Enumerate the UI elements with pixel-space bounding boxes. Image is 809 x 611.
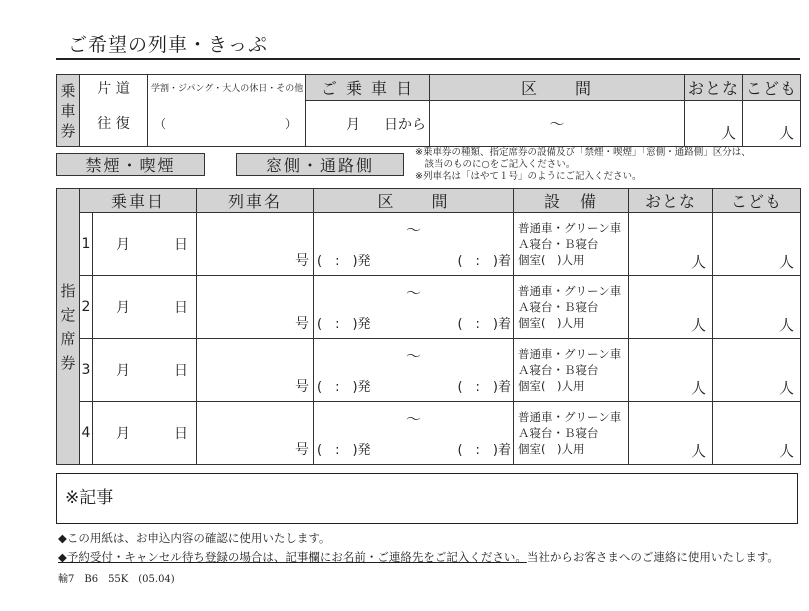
ticket-section-header: 区 間: [430, 75, 685, 101]
window-aisle-option[interactable]: 窓側・通路側: [236, 153, 404, 176]
reserved-adult-count[interactable]: 人: [629, 339, 713, 402]
reserved-child-header: こども: [713, 189, 801, 213]
reserved-adult-count[interactable]: 人: [629, 276, 713, 339]
row-number: 2: [80, 276, 93, 339]
facility-field[interactable]: 普通車・グリーン車 Ａ寝台・Ｂ寝台 個室( )人用: [514, 402, 629, 465]
train-name-field[interactable]: 号: [197, 276, 314, 339]
reserved-adult-header: おとな: [629, 189, 713, 213]
train-name-field[interactable]: 号: [197, 339, 314, 402]
reserved-section-field[interactable]: ～ ( : )発 ( : )着: [314, 276, 514, 339]
ticket-adult-count[interactable]: 人: [685, 101, 743, 147]
train-name-field[interactable]: 号: [197, 213, 314, 276]
footer-note-usage: ◆この用紙は、お申込内容の確認に使用いたします。: [58, 531, 331, 545]
smoking-option[interactable]: 禁煙・喫煙: [56, 153, 205, 176]
facility-field[interactable]: 普通車・グリーン車 Ａ寝台・Ｂ寝台 個室( )人用: [514, 339, 629, 402]
row-number: 3: [80, 339, 93, 402]
reserved-date-field[interactable]: 月 日: [93, 402, 197, 465]
discount-types: 学割・ジパング・大人の休日・その他: [148, 75, 306, 101]
ticket-adult-header: おとな: [685, 75, 743, 101]
reserved-date-header: 乗車日: [80, 189, 197, 213]
remarks-box[interactable]: ※記事: [56, 473, 798, 524]
row-number: 4: [80, 402, 93, 465]
reserved-section-field[interactable]: ～ ( : )発 ( : )着: [314, 402, 514, 465]
train-name-field[interactable]: 号: [197, 402, 314, 465]
reserved-side-label: 指 定 席 券: [57, 189, 80, 465]
facility-header: 設 備: [514, 189, 629, 213]
ticket-date-header: ご 乗 車 日: [306, 75, 430, 101]
ticket-section-field[interactable]: ～: [430, 101, 685, 147]
reserved-section-field[interactable]: ～ ( : )発 ( : )着: [314, 213, 514, 276]
reserved-section-field[interactable]: ～ ( : )発 ( : )着: [314, 339, 514, 402]
reserved-row: [57, 276, 801, 339]
one-way-option[interactable]: 片 道: [80, 75, 148, 101]
instruction-notes: ※乗車券の種類、指定席券の設備及び「禁煙・喫煙」「窓側・通路側」区分は、 該当のものに○をご記入ください。 ※列車名は「はやて１号」のようにご記入ください。: [415, 147, 751, 182]
reserved-date-field[interactable]: 月 日: [93, 213, 197, 276]
ticket-table: [56, 74, 801, 147]
row-number: 1: [80, 213, 93, 276]
ticket-side-label: 乗 車 券: [57, 75, 80, 147]
form-code: 輸7 B6 55K (05.04): [58, 574, 175, 585]
train-name-header: 列車名: [197, 189, 314, 213]
footer-note-contact: ◆予約受付・キャンセル待ち登録の場合は、記事欄にお名前・ご連絡先をご記入ください。当社からお客さまへのご連絡に使用いたします。: [58, 550, 779, 564]
reserved-table: [56, 188, 801, 465]
reserved-child-count[interactable]: 人: [713, 402, 801, 465]
reserved-child-count[interactable]: 人: [713, 276, 801, 339]
discount-field[interactable]: （ ）: [148, 101, 306, 147]
reserved-child-count[interactable]: 人: [713, 339, 801, 402]
facility-field[interactable]: 普通車・グリーン車 Ａ寝台・Ｂ寝台 個室( )人用: [514, 213, 629, 276]
ticket-date-field[interactable]: 月 日から: [306, 101, 430, 147]
reserved-date-field[interactable]: 月 日: [93, 339, 197, 402]
ticket-child-header: こども: [743, 75, 801, 101]
ticket-child-count[interactable]: 人: [743, 101, 801, 147]
form-title: ご希望の列車・きっぷ: [68, 34, 269, 56]
reserved-row: [57, 213, 801, 276]
reserved-adult-count[interactable]: 人: [629, 213, 713, 276]
reserved-section-header: 区 間: [314, 189, 514, 213]
facility-field[interactable]: 普通車・グリーン車 Ａ寝台・Ｂ寝台 個室( )人用: [514, 276, 629, 339]
reserved-date-field[interactable]: 月 日: [93, 276, 197, 339]
round-trip-option[interactable]: 往 復: [80, 101, 148, 147]
reserved-row: [57, 402, 801, 465]
reserved-child-count[interactable]: 人: [713, 213, 801, 276]
reserved-adult-count[interactable]: 人: [629, 402, 713, 465]
title-rule: [56, 58, 800, 60]
reserved-row: [57, 339, 801, 402]
